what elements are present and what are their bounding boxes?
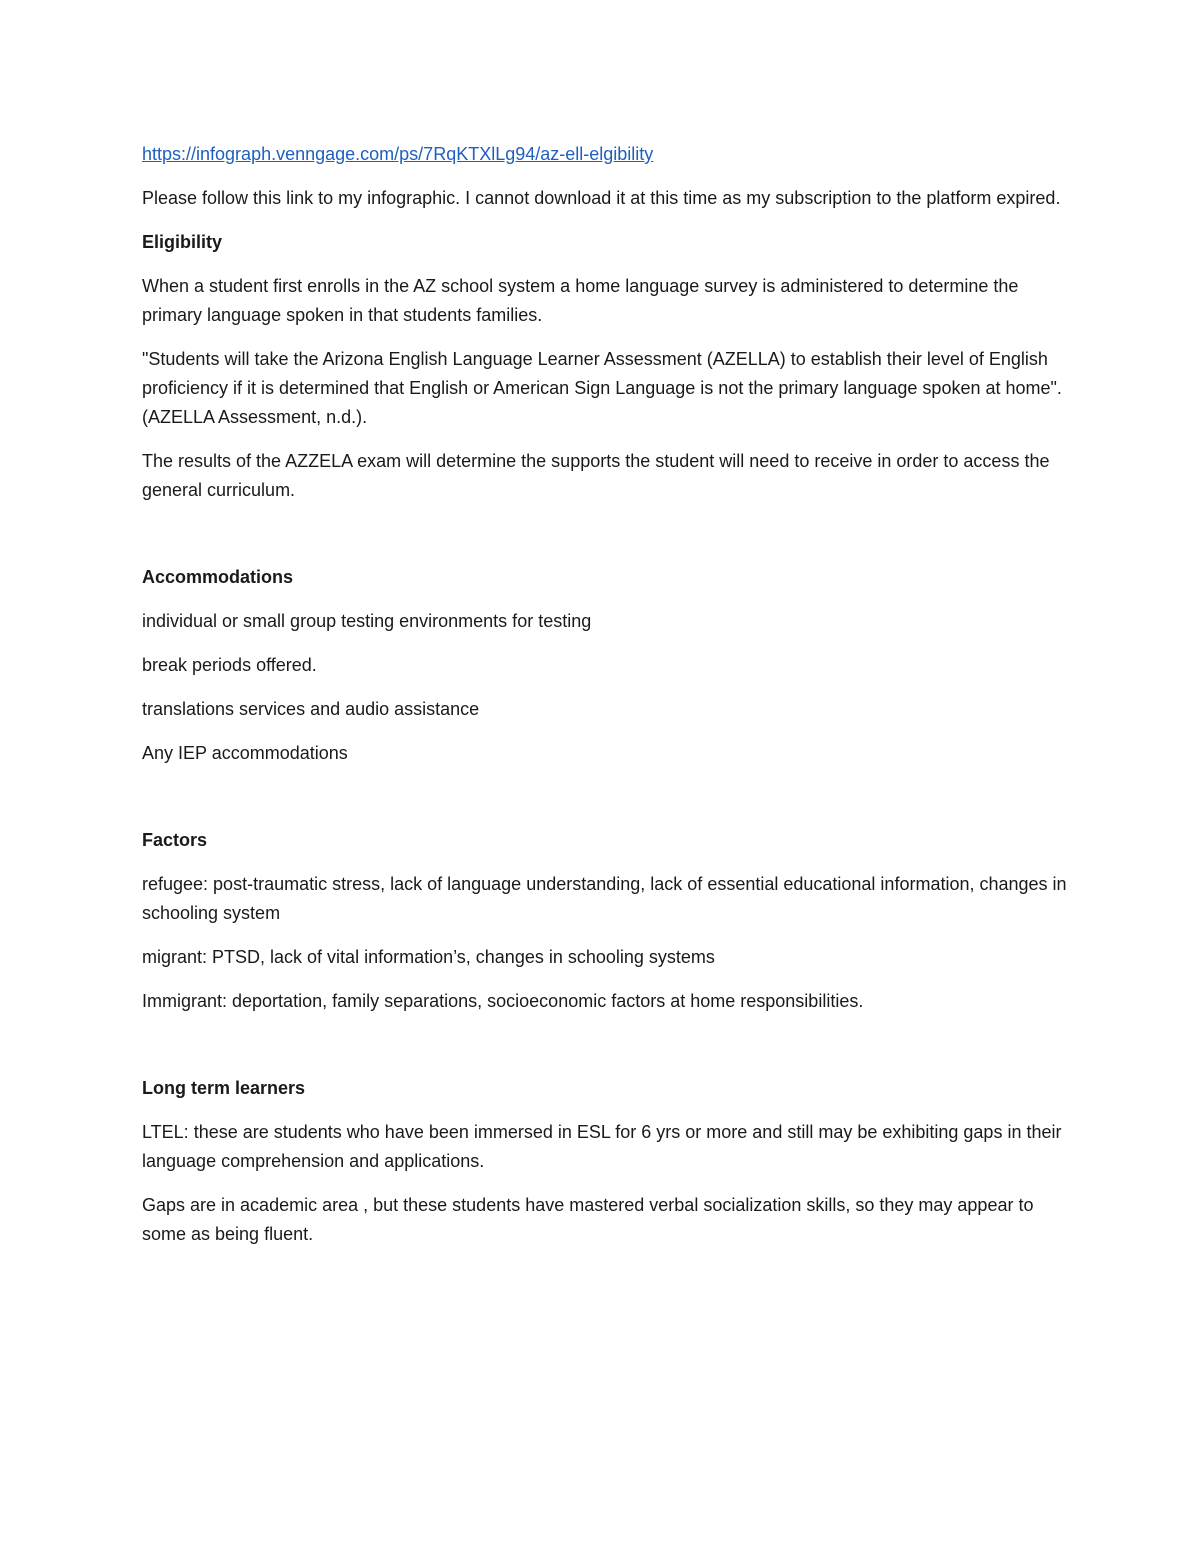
spacer	[142, 783, 1072, 826]
spacer	[142, 520, 1072, 563]
accommodation-item: individual or small group testing environments for testing	[142, 611, 592, 631]
eligibility-heading: Eligibility	[142, 232, 223, 252]
long-term-paragraph: Gaps are in academic area , but these students have mastered verbal socialization skills, so they may appear to some as being fluent.	[142, 1195, 1034, 1244]
factors-heading: Factors	[142, 830, 208, 850]
spacer	[142, 1031, 1072, 1074]
factor-item: Immigrant: deportation, family separations, socioeconomic factors at home responsibilities.	[142, 991, 864, 1011]
eligibility-paragraph: "Students will take the Arizona English Language Learner Assessment (AZELLA) to establish their level of English proficiency if it is determined that English or American Sign Language is not the primary language spoken at home".(AZELLA Assessment, n.d.).	[142, 349, 1062, 427]
accommodations-heading: Accommodations	[142, 567, 294, 587]
accommodation-item: break periods offered.	[142, 655, 317, 675]
document-body	[142, 140, 1072, 1264]
factor-item: refugee: post-traumatic stress, lack of language understanding, lack of essential educational information, changes in schooling system	[142, 874, 1067, 923]
accommodation-item: Any IEP accommodations	[142, 743, 348, 763]
factor-item: migrant: PTSD, lack of vital information’s, changes in schooling systems	[142, 947, 715, 967]
eligibility-paragraph: When a student first enrolls in the AZ school system a home language survey is administered to determine the primary language spoken in that students families.	[142, 276, 1019, 325]
long-term-paragraph: LTEL: these are students who have been immersed in ESL for 6 yrs or more and still may be exhibiting gaps in their language comprehension and applications.	[142, 1122, 1062, 1171]
accommodation-item: translations services and audio assistance	[142, 699, 480, 719]
infographic-link[interactable]: https://infograph.venngage.com/ps/7RqKTXlLg94/az-ell-elgibility	[142, 144, 654, 164]
long-term-heading: Long term learners	[142, 1078, 306, 1098]
intro-paragraph: Please follow this link to my infographic. I cannot download it at this time as my subscription to the platform expired.	[142, 188, 1061, 208]
eligibility-paragraph: The results of the AZZELA exam will determine the supports the student will need to receive in order to access the general curriculum.	[142, 451, 1050, 500]
link-paragraph	[142, 140, 1072, 169]
